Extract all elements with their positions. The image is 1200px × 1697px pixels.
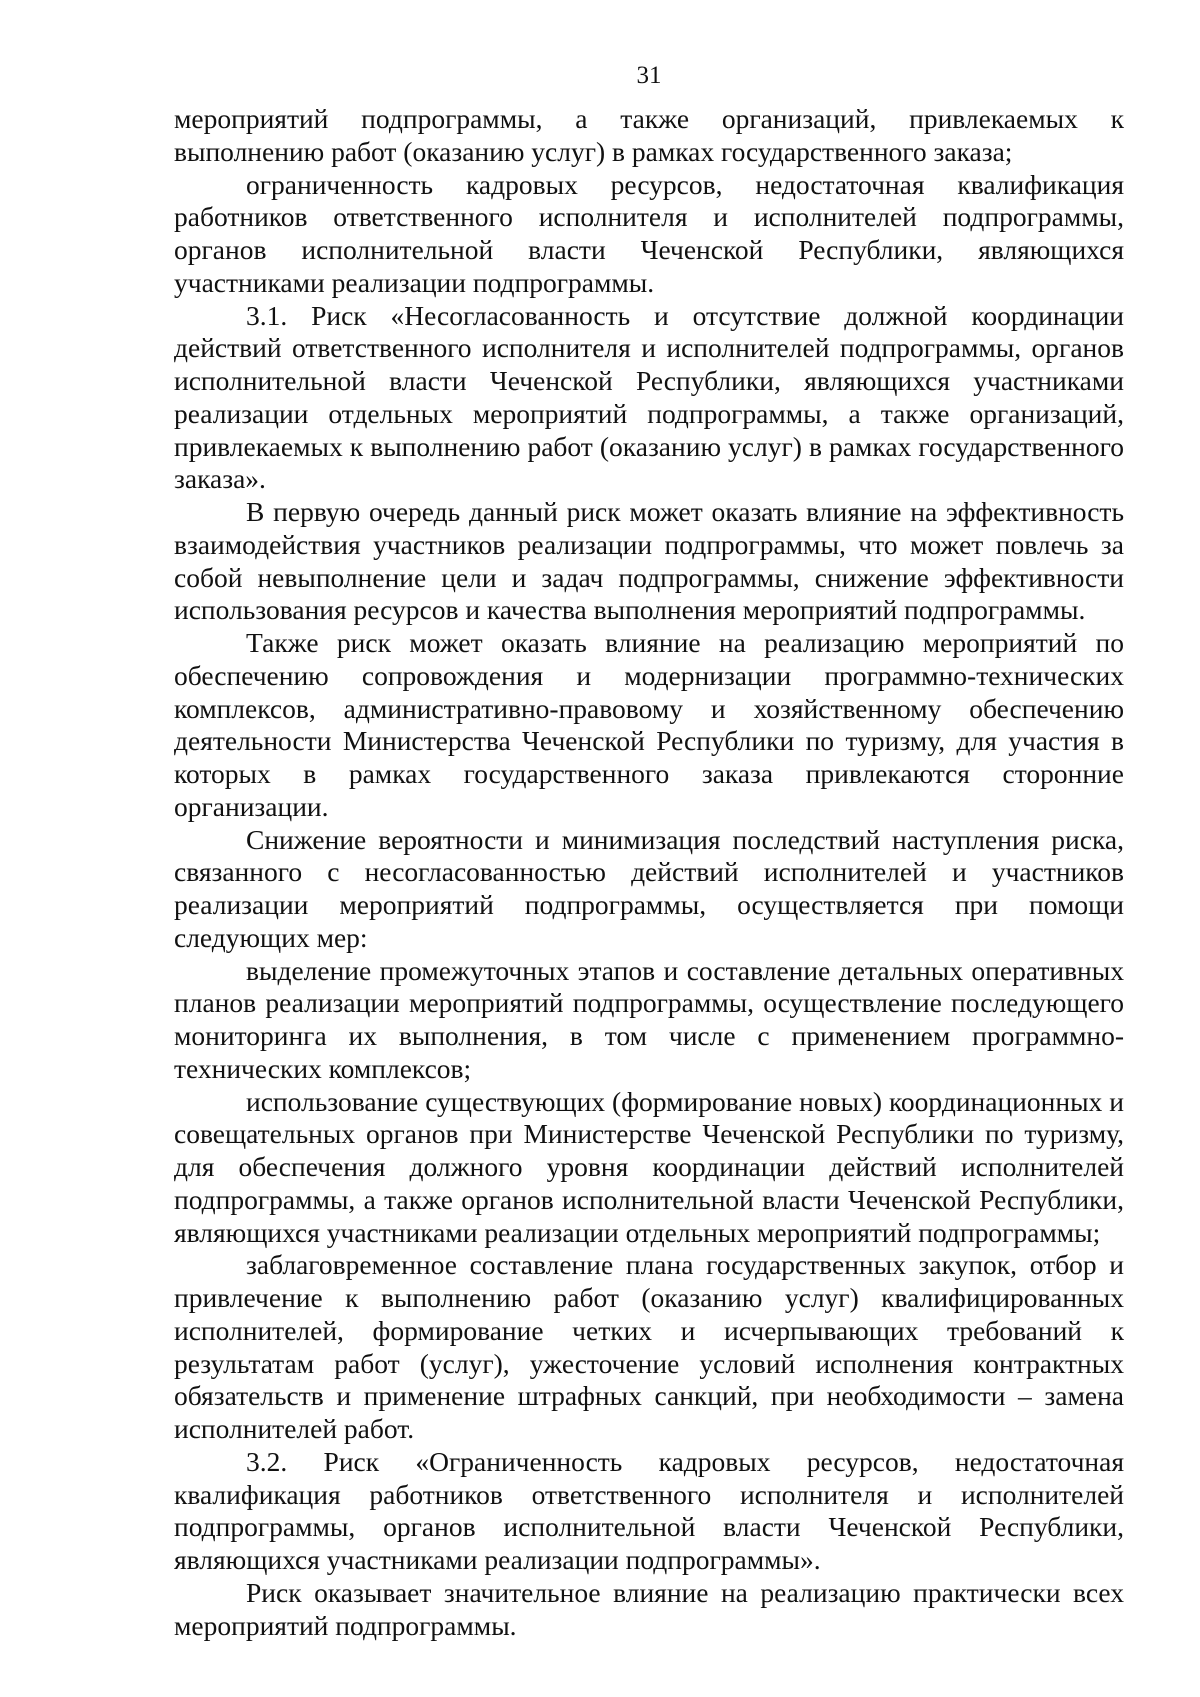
paragraph-risk-3-1: 3.1. Риск «Несогласованность и отсутствие должной координации действий ответственного исполнителя и исполнителей подпрограммы, органов исполнительной власти Чеченской Республики, являющихся участниками реализации отдельных мероприятий подпрограммы, а также организаций, привлекаемых к выполнению работ (оказанию услуг) в рамках государственного заказа».	[174, 299, 1124, 495]
paragraph-risk-3-1-mitigation: Снижение вероятности и минимизация последствий наступления риска, связанного с несогласованностью действий исполнителей и участников реализации мероприятий подпрограммы, осуществляется при помощи следующих мер:	[174, 823, 1124, 953]
paragraph-continuation: мероприятий подпрограммы, а также организаций, привлекаемых к выполнению работ (оказанию услуг) в рамках государственного заказа;	[174, 103, 1124, 167]
paragraph-risk-3-1-influence: Также риск может оказать влияние на реализацию мероприятий по обеспечению сопровождения и модернизации программно-технических комплексов, административно-правовому и хозяйственному обеспечению деятельности Министерства Чеченской Республики по туризму, для участия в которых в рамках государственного заказа привлекаются сторонние организации.	[174, 627, 1124, 822]
page-number: 31	[636, 62, 662, 89]
paragraph-risk-3-2-impact: Риск оказывает значительное влияние на реализацию практически всех мероприятий подпрограммы.	[174, 1576, 1124, 1641]
paragraph-measure-stages: выделение промежуточных этапов и составление детальных оперативных планов реализации мероприятий подпрограммы, осуществление последующего мониторинга их выполнения, в том числе с применением программно-технических комплексов;	[174, 954, 1124, 1084]
paragraph-measure-procurement: заблаговременное составление плана государственных закупок, отбор и привлечение к выполнению работ (оказанию услуг) квалифицированных исполнителей, формирование четких и исчерпывающих требований к результатам работ (услуг), ужесточение условий исполнения контрактных обязательств и применение штрафных санкций, при необходимости – замена исполнителей работ.	[174, 1249, 1124, 1444]
paragraph-measure-coordination: использование существующих (формирование новых) координационных и совещательных органов при Министерстве Чеченской Республики по туризму, для обеспечения должного уровня координации действий исполнителей подпрограммы, а также органов исполнительной власти Чеченской Республики, являющихся участниками реализации отдельных мероприятий подпрограммы;	[174, 1085, 1124, 1248]
paragraph-risk-3-2: 3.2. Риск «Ограниченность кадровых ресурсов, недостаточная квалификация работников ответственного исполнителя и исполнителей подпрограммы, органов исполнительной власти Чеченской Республики, являющихся участниками реализации подпрограммы».	[174, 1445, 1124, 1575]
paragraph-risk-3-1-impact: В первую очередь данный риск может оказать влияние на эффективность взаимодействия участников реализации подпрограммы, что может повлечь за собой невыполнение цели и задач подпрограммы, снижение эффективности использования ресурсов и качества выполнения мероприятий подпрограммы.	[174, 496, 1124, 626]
document-body	[174, 103, 1124, 1642]
paragraph-staff-limitation: ограниченность кадровых ресурсов, недостаточная квалификация работников ответственного исполнителя и исполнителей подпрограммы, органов исполнительной власти Чеченской Республики, являющихся участниками реализации подпрограммы.	[174, 168, 1124, 298]
